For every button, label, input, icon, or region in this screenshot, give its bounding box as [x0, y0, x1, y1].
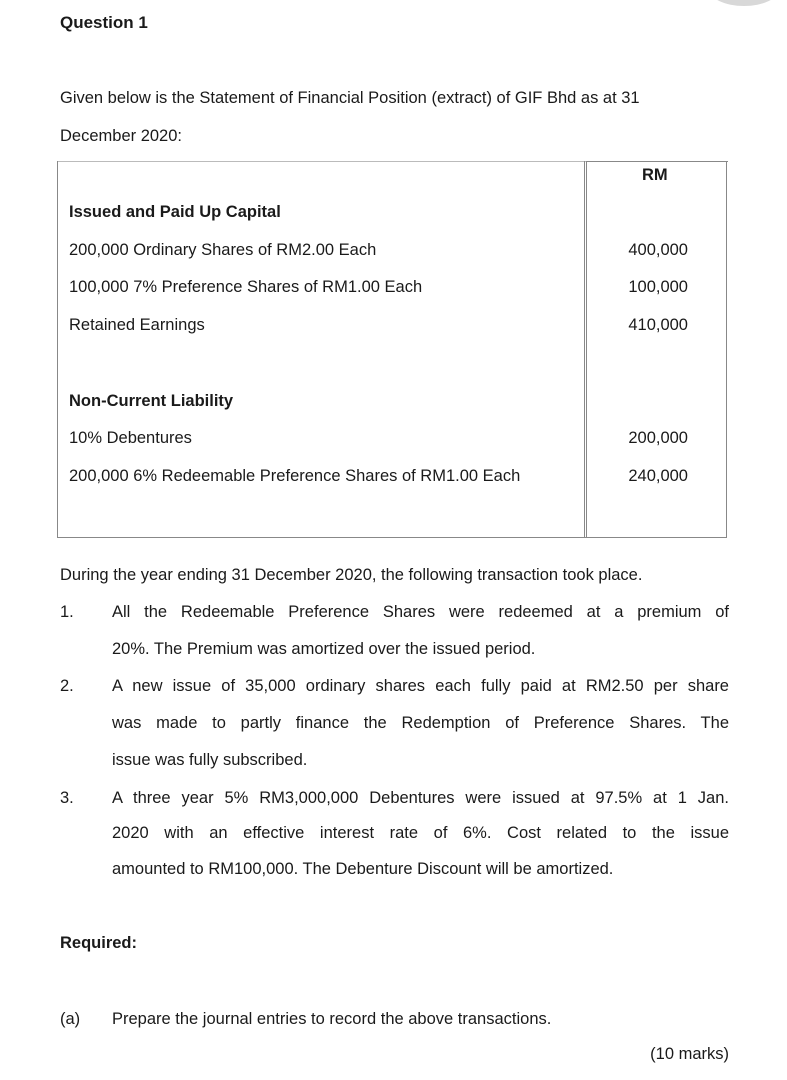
transaction-number: 2. — [60, 677, 74, 695]
financial-position-table — [57, 161, 727, 538]
part-a-text: Prepare the journal entries to record the above transactions. — [112, 1010, 552, 1028]
part-a-label: (a) — [60, 1010, 81, 1028]
transaction-2-line-2: was made to partly finance the Redemption of Preference Shares. The — [112, 714, 729, 732]
row-amount-preference-shares: 100,000 — [628, 278, 688, 296]
row-label-debentures: 10% Debentures — [69, 429, 192, 447]
transaction-3-line-2: 2020 with an effective interest rate of 6%. Cost related to the issue — [112, 824, 729, 842]
marks-label: (10 marks) — [650, 1045, 729, 1063]
row-label-preference-shares: 100,000 7% Preference Shares of RM1.00 Each — [69, 278, 423, 296]
row-amount-ordinary-shares: 400,000 — [628, 241, 688, 259]
question-title: Question 1 — [60, 13, 148, 32]
row-label-retained-earnings: Retained Earnings — [69, 316, 205, 334]
intro-line-1: Given below is the Statement of Financial Position (extract) of GIF Bhd as at 31 — [60, 89, 640, 107]
row-label-redeemable-preference: 200,000 6% Redeemable Preference Shares of RM1.00 Each — [69, 467, 521, 485]
transaction-2-line-1: A new issue of 35,000 ordinary shares each fully paid at RM2.50 per share — [112, 677, 729, 695]
transaction-1-line-2: 20%. The Premium was amortized over the issued period. — [112, 640, 536, 658]
section-heading-liability: Non-Current Liability — [69, 392, 234, 410]
row-label-ordinary-shares: 200,000 Ordinary Shares of RM2.00 Each — [69, 241, 377, 259]
corner-decoration — [709, 0, 779, 6]
section-heading-capital: Issued and Paid Up Capital — [69, 203, 281, 221]
row-amount-retained-earnings: 410,000 — [628, 316, 688, 334]
required-heading: Required: — [60, 934, 138, 952]
currency-header: RM — [642, 166, 668, 184]
transaction-3-line-3: amounted to RM100,000. The Debenture Discount will be amortized. — [112, 860, 614, 878]
transactions-intro: During the year ending 31 December 2020, the following transaction took place. — [60, 566, 643, 584]
transaction-number: 3. — [60, 789, 74, 807]
row-amount-redeemable-preference: 240,000 — [628, 467, 688, 485]
transaction-3-line-1: A three year 5% RM3,000,000 Debentures were issued at 97.5% at 1 Jan. — [112, 789, 729, 807]
intro-line-2: December 2020: — [60, 127, 182, 145]
transaction-2-line-3: issue was fully subscribed. — [112, 751, 308, 769]
row-amount-debentures: 200,000 — [628, 429, 688, 447]
transaction-number: 1. — [60, 603, 74, 621]
transaction-1-line-1: All the Redeemable Preference Shares were redeemed at a premium of — [112, 603, 729, 621]
